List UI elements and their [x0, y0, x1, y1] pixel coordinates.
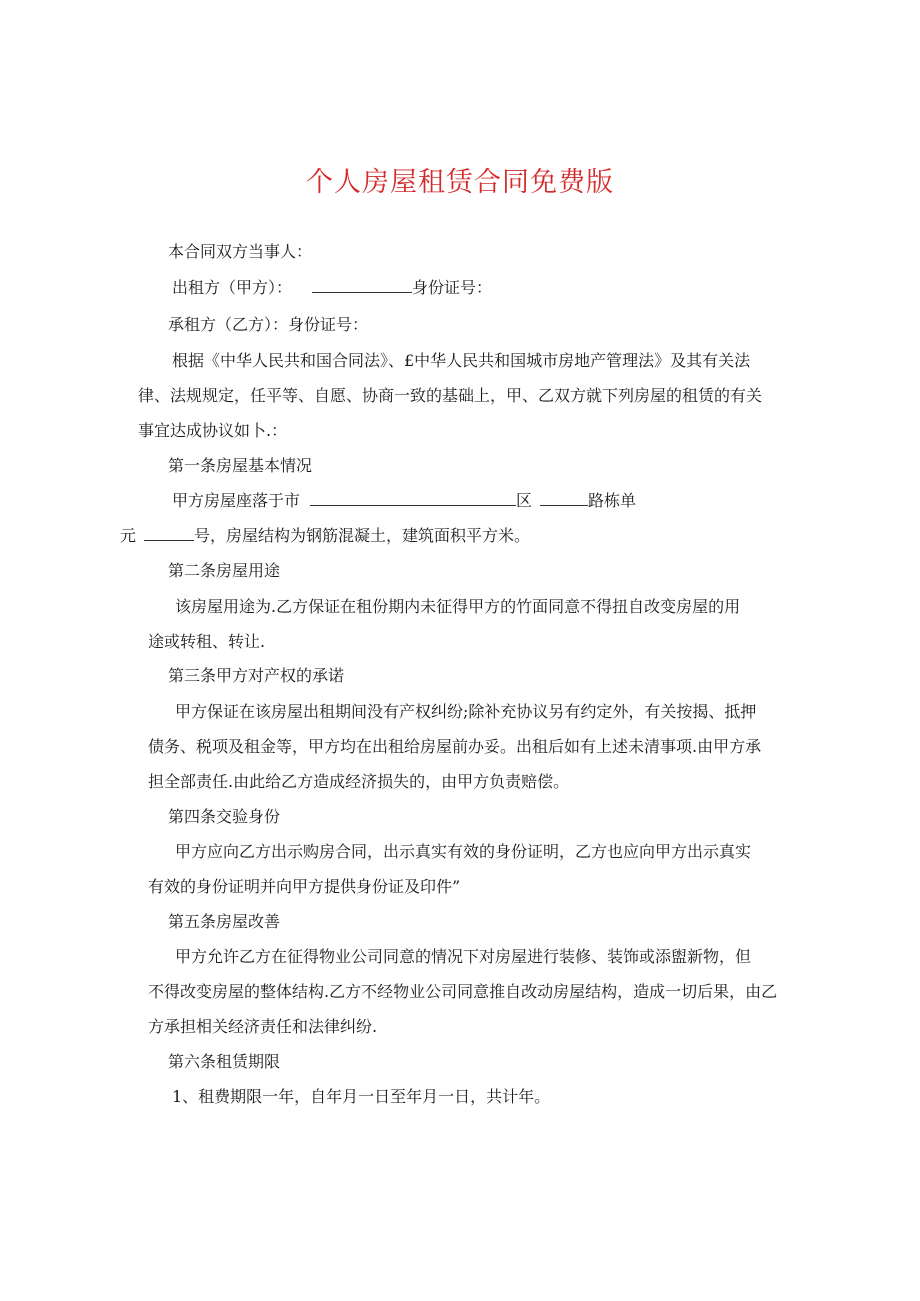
article6-heading: 第六条租赁期限	[168, 1052, 281, 1071]
article6-item-1: 1、租费期限一年，自年月一日至年月一日，共计年。	[172, 1087, 551, 1106]
article3-line-2: 债务、税项及租金等，甲方均在出租给房屋前办妥。出租后如有上述未清事项.由甲方承	[148, 737, 762, 756]
parties-heading: 本合同双方当事人：	[168, 242, 313, 261]
lessee-line: 承租方（乙方）：身份证号：	[168, 315, 369, 334]
article5-line-1: 甲方允许乙方在征得物业公司同意的情况下对房屋进行装修、装饰或添盥新物，但	[175, 947, 752, 966]
road-unit-label: 路栋单	[588, 491, 637, 510]
structure-text: 号，房屋结构为钢筋混凝土，建筑面积平方米。	[194, 526, 531, 545]
article1-heading: 第一条房屋基本情况	[168, 456, 313, 475]
article1-location-label: 甲方房屋座落于市	[172, 491, 301, 510]
district-blank	[310, 490, 516, 506]
road-blank	[540, 490, 588, 506]
preamble-line-3: 事宜达成协议如卜.：	[138, 421, 288, 440]
article1-line-1	[172, 490, 636, 512]
article4-line-1: 甲方应向乙方出示购房合同，出示真实有效的身份证明，乙方也应向甲方出示真实	[175, 842, 752, 861]
article5-heading: 第五条房屋改善	[168, 912, 281, 931]
lessor-id-label: 身份证号：	[412, 278, 493, 297]
article1-line-2	[120, 525, 530, 547]
article4-heading: 第四条交验身份	[168, 807, 281, 826]
article2-line-1: 该房屋用途为.乙方保证在租份期内未征得甲方的竹面同意不得扭自改变房屋的用	[175, 597, 741, 616]
article3-heading: 第三条甲方对产权的承诺	[168, 666, 345, 685]
number-blank	[144, 525, 194, 541]
lessor-name-blank	[312, 277, 412, 293]
lessor-label: 出租方（甲方）：	[172, 278, 293, 297]
article4-line-2: 有效的身份证明并向甲方提供身份证及印件”	[148, 877, 461, 896]
preamble-line-2: 律、法规规定，任平等、自愿、协商一致的基础上，甲、乙双方就下列房屋的租赁的有关	[138, 386, 763, 405]
article5-line-2: 不得改变房屋的整体结构.乙方不经物业公司同意推自改动房屋结构，造成一切后果，由乙	[148, 982, 778, 1001]
document-title: 个人房屋租赁合同免费版	[306, 167, 614, 198]
article3-line-3: 担全部责任.由此给乙方造成经济损失的，由甲方负责赔偿。	[148, 772, 570, 791]
article3-line-1: 甲方保证在该房屋出租期间没有产权纠纷;除补充协议另有约定外，有关按揭、抵押	[175, 702, 757, 721]
preamble-line-1: 根据《中华人民共和国合同法》、£中华人民共和国城市房地产管理法》及其有关法	[172, 351, 751, 370]
article2-line-2: 途或转租、转让.	[148, 632, 266, 651]
unit-label: 元	[120, 526, 137, 545]
article2-heading: 第二条房屋用途	[168, 561, 281, 580]
lessor-line	[172, 277, 492, 299]
article5-line-3: 方承担相关经济责任和法律纠纷.	[148, 1017, 378, 1036]
district-label: 区	[516, 491, 533, 510]
